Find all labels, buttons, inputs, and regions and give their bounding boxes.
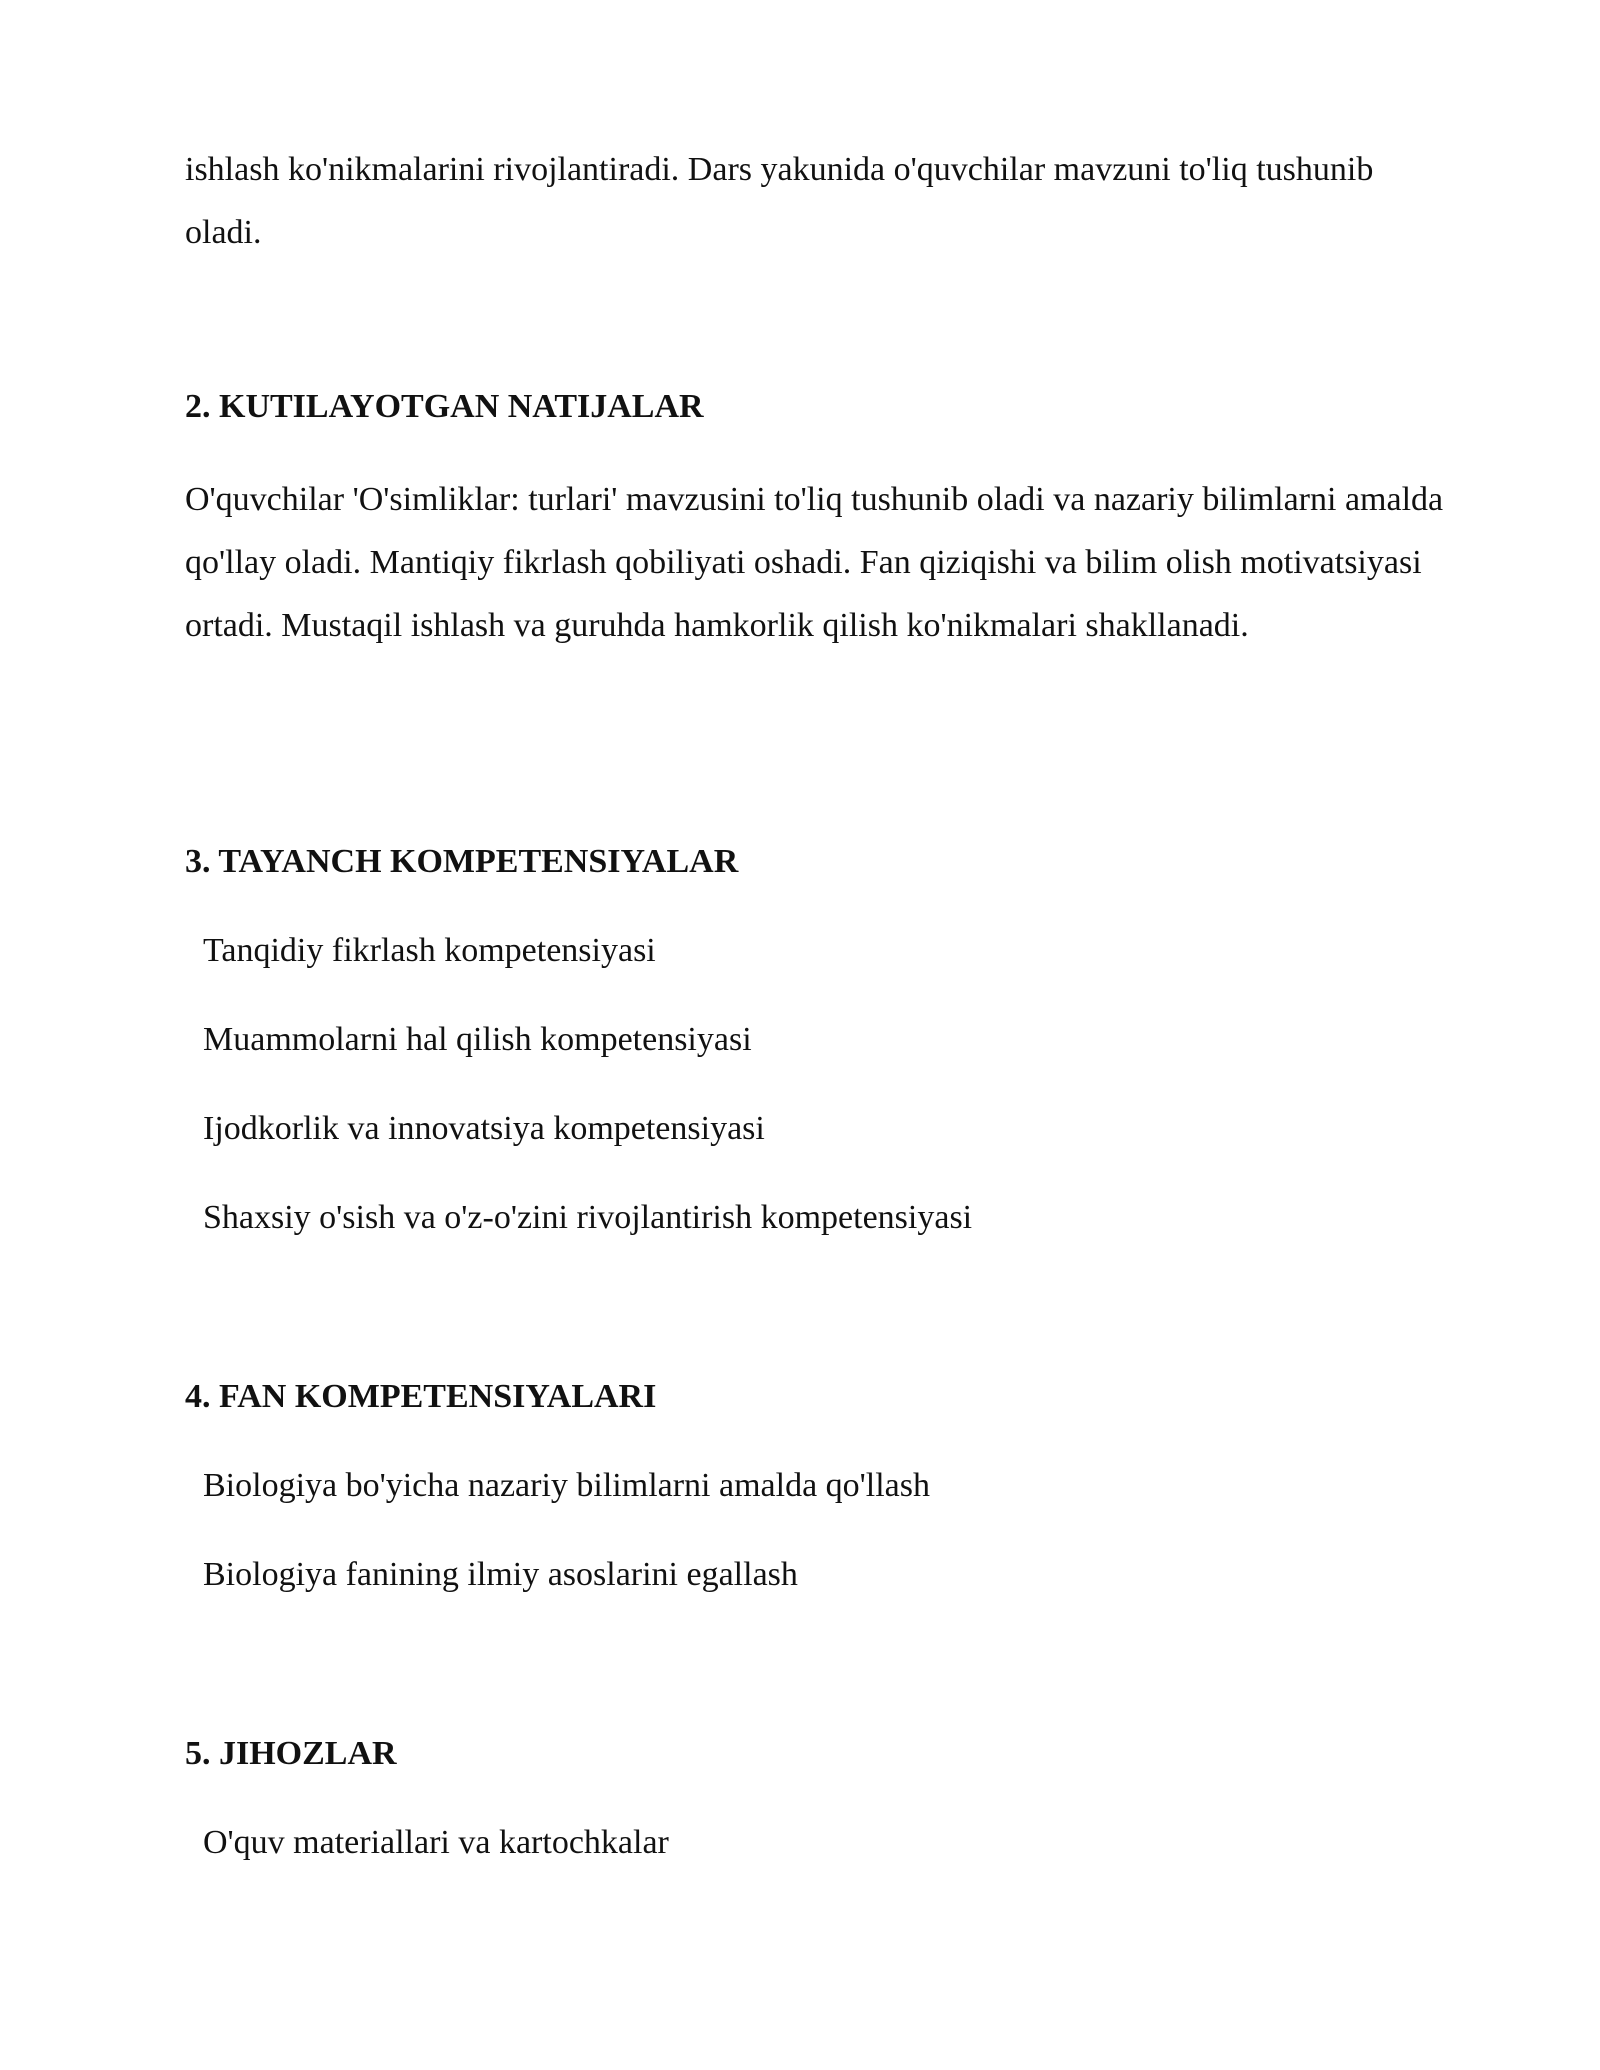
expected-results-paragraph: O'quvchilar 'O'simliklar: turlari' mavzusini to'liq tushunib oladi va nazariy bilimlarni amalda qo'llay oladi. Mantiqiy fikrlash qobiliyati oshadi. Fan qiziqishi va bilim olish motivatsiyasi ortadi. Mustaqil ishlash va guruhda hamkorlik qilish ko'nikmalari shakllanadi. — [185, 481, 1444, 644]
list-item: Biologiya fanining ilmiy asoslarini egallash — [203, 1556, 798, 1593]
section-heading-equipment: 5. JIHOZLAR — [185, 1735, 397, 1772]
list-item: Ijodkorlik va innovatsiya kompetensiyasi — [203, 1110, 765, 1147]
list-item: O'quv materiallari va kartochkalar — [203, 1824, 669, 1861]
list-item: Tanqidiy fikrlash kompetensiyasi — [203, 932, 656, 969]
list-item: Muammolarni hal qilish kompetensiyasi — [203, 1021, 752, 1058]
section-heading-subject-competencies: 4. FAN KOMPETENSIYALARI — [185, 1378, 657, 1415]
list-item: Shaxsiy o'sish va o'z-o'zini rivojlantirish kompetensiyasi — [203, 1199, 973, 1236]
list-item: Biologiya bo'yicha nazariy bilimlarni amalda qo'llash — [203, 1467, 930, 1504]
section-heading-expected-results: 2. KUTILAYOTGAN NATIJALAR — [185, 388, 704, 425]
intro-continuation-paragraph: ishlash ko'nikmalarini rivojlantiradi. Dars yakunida o'quvchilar mavzuni to'liq tushunib oladi. — [185, 151, 1374, 251]
section-heading-core-competencies: 3. TAYANCH KOMPETENSIYALAR — [185, 843, 739, 880]
